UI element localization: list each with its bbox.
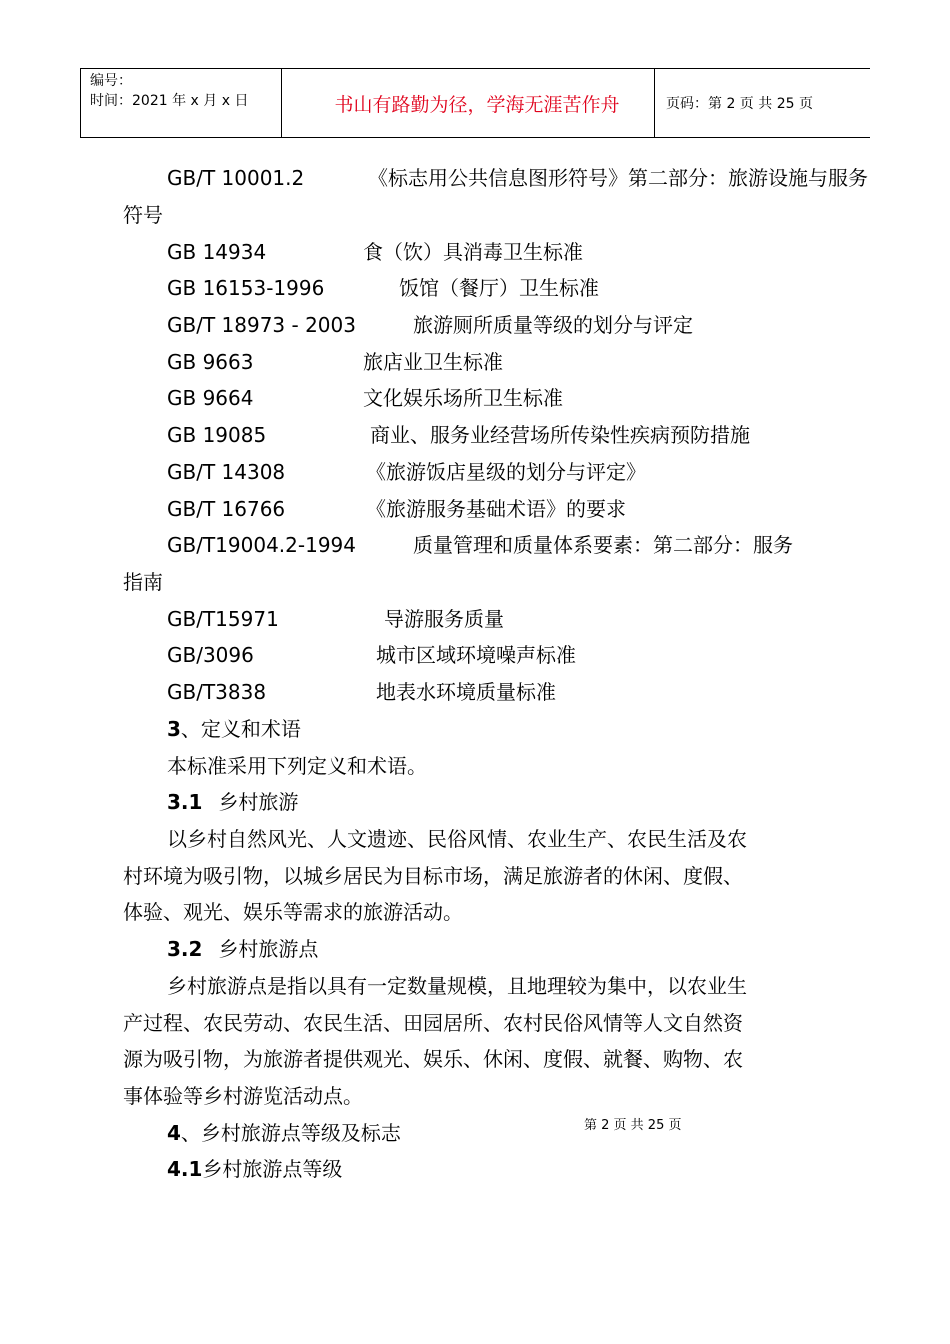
- subsection-title: 乡村旅游: [218, 790, 299, 814]
- standard-title: 地表水环境质量标准: [376, 680, 556, 704]
- paragraph: 本标准采用下列定义和术语。: [167, 754, 427, 778]
- section-title: 、定义和术语: [180, 717, 301, 741]
- standard-code: GB 9664: [167, 386, 254, 410]
- section-heading: [167, 1120, 401, 1146]
- standard-title: 文化娱乐场所卫生标准: [363, 386, 563, 410]
- standard-title: 导游服务质量: [384, 607, 504, 631]
- standard-code: GB/T 10001.2: [167, 166, 305, 190]
- paragraph-line: 体验、观光、娱乐等需求的旅游活动。: [123, 900, 463, 924]
- page-header: [80, 68, 870, 138]
- paragraph-line: 产过程、农民劳动、农民生活、田园居所、农村民俗风情等人文自然资: [123, 1011, 743, 1035]
- standard-title: 商业、服务业经营场所传染性疾病预防措施: [370, 423, 750, 447]
- paragraph-line: 事体验等乡村游览活动点。: [123, 1084, 363, 1108]
- header-divider: [80, 69, 81, 137]
- number-label: 编号：: [90, 73, 132, 89]
- paragraph-line: 村环境为吸引物，以城乡居民为目标市场，满足旅游者的休闲、度假、: [123, 864, 743, 888]
- paragraph-line: 源为吸引物，为旅游者提供观光、娱乐、休闲、度假、就餐、购物、农: [123, 1047, 743, 1071]
- standard-title-continued: 符号: [123, 203, 163, 227]
- subsection-number: 3.2: [167, 937, 203, 961]
- paragraph-line: 乡村旅游点是指以具有一定数量规模，且地理较为集中，以农业生: [167, 974, 747, 998]
- subsection-title: 乡村旅游点等级: [202, 1157, 343, 1181]
- standard-code: GB 9663: [167, 350, 254, 374]
- standard-title: 食（饮）具消毒卫生标准: [363, 240, 583, 264]
- subsection-number: 4.1: [167, 1157, 203, 1181]
- subsection-heading: [167, 1156, 342, 1182]
- header-left-cell: [90, 71, 248, 111]
- header-page-info: 页码：第 2 页 共 25 页: [666, 96, 813, 112]
- subsection-title: 乡村旅游点: [218, 937, 319, 961]
- standard-code: GB/T 18973 - 2003: [167, 313, 356, 337]
- subsection-number: 3.1: [167, 790, 203, 814]
- subsection-heading: [167, 936, 318, 962]
- section-number: 4: [167, 1121, 181, 1145]
- standard-title: 城市区域环境噪声标准: [376, 643, 576, 667]
- standard-title: 旅店业卫生标准: [363, 350, 503, 374]
- standard-title: 《标志用公共信息图形符号》第二部分：旅游设施与服务: [368, 166, 868, 190]
- standard-code: GB/T 16766: [167, 497, 286, 521]
- standard-code: GB/T15971: [167, 607, 279, 631]
- header-motto: 书山有路勤为径，学海无涯苦作舟: [334, 93, 620, 116]
- standard-code: GB/T 14308: [167, 460, 286, 484]
- standard-code: GB 16153-1996: [167, 276, 325, 300]
- date-label: 时间：2021 年 x 月 x 日: [90, 93, 249, 109]
- standard-code: GB/3096: [167, 643, 254, 667]
- header-divider: [654, 69, 655, 137]
- standard-code: GB/T3838: [167, 680, 267, 704]
- standard-title: 质量管理和质量体系要素：第二部分：服务: [413, 533, 793, 557]
- subsection-heading: [167, 789, 298, 815]
- standard-title: 旅游厕所质量等级的划分与评定: [413, 313, 693, 337]
- standard-title: 《旅游服务基础术语》的要求: [366, 497, 626, 521]
- standard-title: 《旅游饭店星级的划分与评定》: [366, 460, 646, 484]
- section-number: 3: [167, 717, 181, 741]
- standard-title-continued: 指南: [123, 570, 163, 594]
- page-number: 第 2 页 共 25 页: [584, 1118, 682, 1133]
- paragraph-line: 以乡村自然风光、人文遗迹、民俗风情、农业生产、农民生活及农: [167, 827, 747, 851]
- standard-title: 饭馆（餐厅）卫生标准: [399, 276, 599, 300]
- standard-code: GB/T19004.2-1994: [167, 533, 356, 557]
- standard-code: GB 14934: [167, 240, 267, 264]
- header-divider: [281, 69, 282, 137]
- standard-code: GB 19085: [167, 423, 267, 447]
- section-heading: [167, 716, 301, 742]
- section-title: 、乡村旅游点等级及标志: [180, 1121, 401, 1145]
